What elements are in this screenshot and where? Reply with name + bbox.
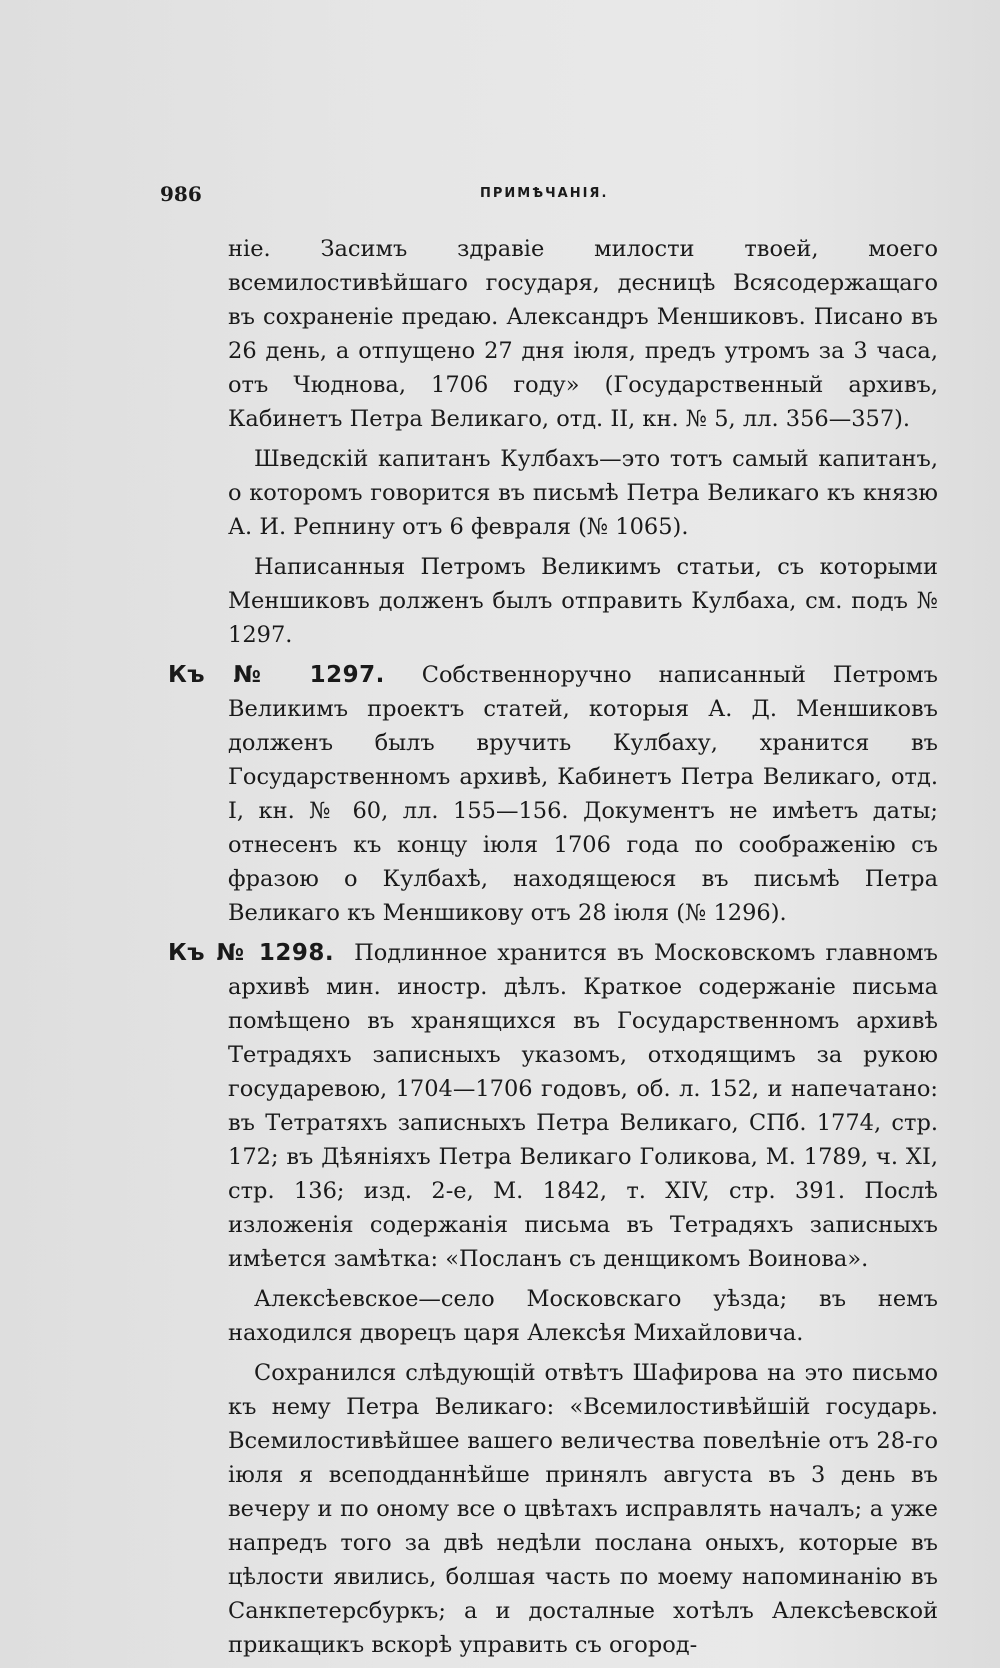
paragraph-shafirov-reply: Сохранился слѣдующій отвѣтъ Шафирова на это письмо къ нему Петра Великаго: «Всемилостивѣйшій государь. Всемилостивѣйшее вашего величества повелѣніе отъ 28-го іюля я всеподданнѣйше принялъ августа въ 3 день въ вечеру и по оному все о цвѣтахъ исправлять началъ; а уже напредъ того за двѣ недѣли послана оныхъ, которые въ цѣлости явились, болшая часть по моему напоминанію въ Санкпетерсбуркъ; а и досталные хотѣлъ Алексѣевской прикащикъ вскорѣ управить съ огород-	[228, 1360, 938, 1658]
page-number: 986	[160, 182, 202, 206]
note-label-1297: Къ № 1297.	[168, 662, 385, 688]
note-label-1298: Къ № 1298.	[168, 940, 335, 966]
note-text-1298: Подлинное хранится въ Московскомъ главномъ архивѣ мин. иностр. дѣлъ. Краткое содержаніе письма помѣщено въ хранящихся въ Государственномъ архивѣ Тетрадяхъ записныхъ указомъ, отходящимъ за рукою государевою, 1704—1706 годовъ, об. л. 152, и напечатано: въ Тетратяхъ записныхъ Петра Великаго, СПб. 1774, стр. 172; въ Дѣяніяхъ Петра Великаго Голикова, М. 1789, ч. XI, стр. 136; изд. 2-е, М. 1842, т. XIV, стр. 391. Послѣ изложенія содержанія письма въ Тетрадяхъ записныхъ имѣется замѣтка: «Посланъ съ денщикомъ Воинова».	[228, 940, 939, 1272]
body-text	[168, 232, 938, 1668]
paragraph-articles: Написанныя Петромъ Великимъ статьи, съ которыми Меншиковъ долженъ былъ отправить Кулбаха, см. подъ № 1297.	[228, 554, 938, 648]
note-text-1297: Собственноручно написанный Петромъ Великимъ проектъ статей, которыя А. Д. Меншиковъ долженъ былъ вручить Кулбаху, хранится въ Государственномъ архивѣ, Кабинетъ Петра Великаго, отд. I, кн. № 60, лл. 155—156. Документъ не имѣетъ даты; отнесенъ къ концу іюля 1706 года по соображенію съ фразою о Кулбахѣ, находящеюся въ письмѣ Петра Великаго къ Меншикову отъ 28 іюля (№ 1296).	[228, 662, 938, 926]
note-entry-1297	[168, 658, 938, 930]
paragraph-kulbakh: Шведскій капитанъ Кулбахъ—это тотъ самый капитанъ, о которомъ говорится въ письмѣ Петра Великаго къ князю А. И. Репнину отъ 6 февраля (№ 1065).	[228, 446, 938, 540]
page-header	[160, 182, 940, 210]
running-title: ПРИМѢЧАНІЯ.	[480, 186, 609, 201]
paragraph-alekseevskoe: Алексѣевское—село Московскаго уѣзда; въ немъ находился дворецъ царя Алексѣя Михайловича.	[228, 1286, 938, 1346]
note-entry-1298	[168, 936, 939, 1276]
paragraph-continuation: ніе. Засимъ здравіе милости твоей, моего всемилостивѣйшаго государя, десницѣ Всясодержащаго въ сохраненіе предаю. Александръ Меншиковъ. Писано въ 26 день, а отпущено 27 дня іюля, предъ утромъ за 3 часа, отъ Чюднова, 1706 году» (Государственный архивъ, Кабинетъ Петра Великаго, отд. II, кн. № 5, лл. 356—357).	[228, 236, 938, 432]
